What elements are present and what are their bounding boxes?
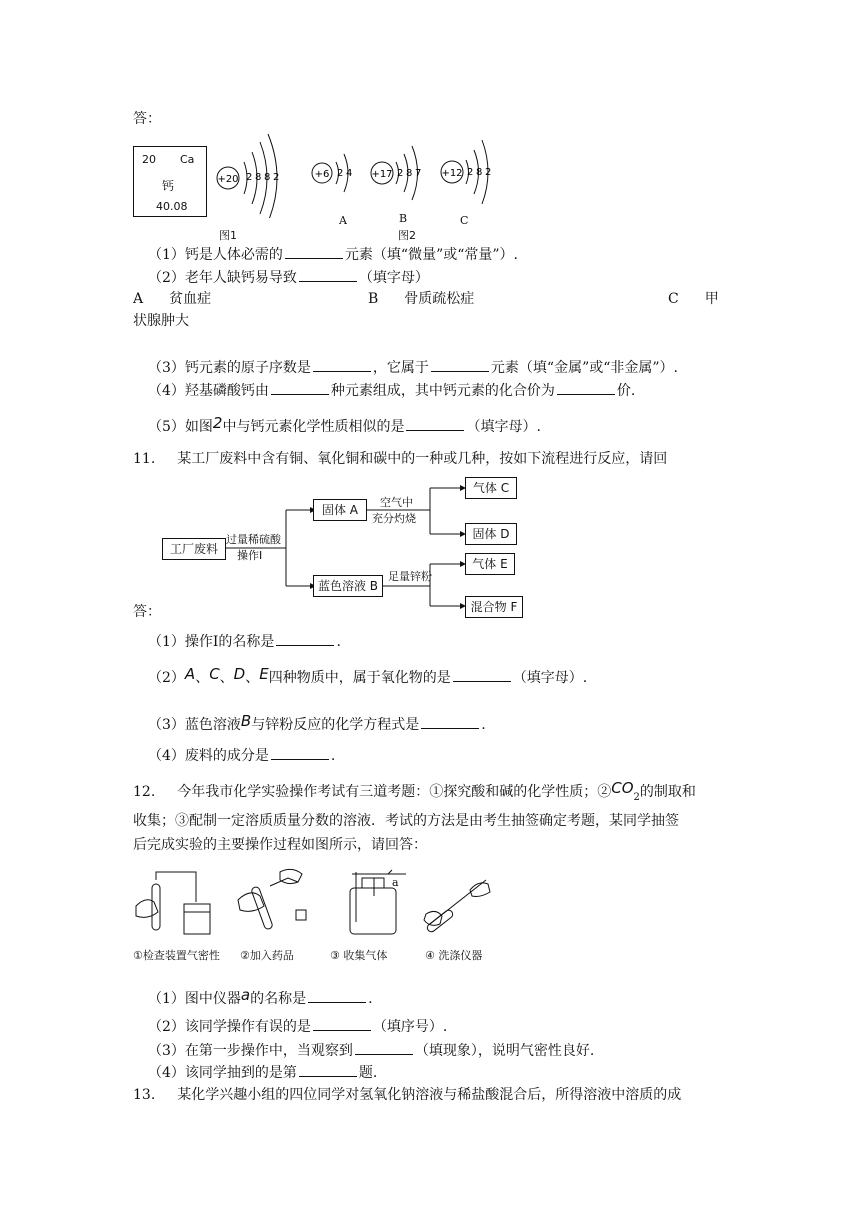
ca-shell-3: 8 [264, 172, 271, 183]
answer-blank[interactable] [557, 380, 615, 395]
blue-solution-b-box: 蓝色溶液 B [313, 575, 383, 597]
ca-shell-2: 8 [255, 172, 262, 183]
answer-blank[interactable] [285, 244, 343, 259]
answer-blank[interactable] [355, 1040, 413, 1055]
q11-sub1: （1）操作Ⅰ的名称是 . [148, 631, 341, 652]
figure-2-caption: 图2 [398, 229, 416, 242]
atomic-mass: 40.08 [156, 200, 188, 213]
atomic-number: 20 [142, 153, 156, 166]
atom-c-nucleus: +12 [441, 168, 463, 179]
ca-shell-1: 2 [246, 172, 253, 183]
ca-shell-4: 2 [273, 172, 280, 183]
element-tile [133, 146, 207, 217]
atom-b-shell-1: 2 [397, 168, 404, 179]
answer-blank[interactable] [421, 714, 479, 729]
atom-b-label: B [399, 212, 408, 225]
answer-blank[interactable] [453, 667, 511, 682]
step1-reagent: 过量稀硫酸 [226, 533, 281, 546]
atom-c-shell-2: 8 [476, 167, 483, 178]
waste-box: 工厂废料 [162, 538, 226, 560]
calcium-atom-diagram [214, 130, 286, 218]
atom-b-diagram [368, 142, 434, 206]
ca-nucleus: +20 [217, 174, 239, 185]
q12-sub1: （1）图中仪器a的名称是 . [148, 986, 373, 1007]
q12-sub3: （3）在第一步操作中，当观察到 （填现象），说明气密性良好. [148, 1040, 594, 1061]
element-symbol: Ca [180, 153, 195, 166]
atom-b-shell-3: 7 [415, 168, 422, 179]
caption-add-reagent: ②加入药品 [240, 949, 294, 962]
answer-blank[interactable] [271, 380, 329, 395]
q12-stem-line2: 收集；③配制一定溶质质量分数的溶液．考试的方法是由考生抽签确定考题，某同学抽签 [133, 813, 679, 829]
atom-a-shell-1: 2 [337, 168, 344, 179]
burn-label: 充分灼烧 [372, 512, 416, 525]
gas-e-box: 气体 E [465, 553, 515, 575]
q10-option-c: C 甲 [668, 291, 719, 307]
answer-blank[interactable] [431, 357, 489, 372]
answer-blank[interactable] [271, 745, 329, 760]
q10-option-b: B 骨质疏松症 [368, 291, 475, 307]
q10-sub4: （4）羟基磷酸钙由 种元素组成，其中钙元素的化合价为 价. [148, 380, 635, 401]
atom-a-diagram [308, 142, 360, 206]
q12-stem-line1: 12. 今年我市化学实验操作考试有三道考题：①探究酸和碱的化学性质；$②CO_2$的制取和 [133, 779, 696, 803]
answer-blank[interactable] [299, 1062, 357, 1077]
answer-blank[interactable] [299, 267, 357, 282]
atom-c-diagram [438, 136, 504, 208]
q11-sub3: （3）蓝色溶液B与锌粉反应的化学方程式是 . [148, 712, 486, 733]
q10-option-a: A 贫血症 [133, 291, 212, 307]
q12-sub2: （2）该同学操作有误的是 （填序号）. [148, 1016, 447, 1037]
q10-sub1: （1）钙是人体必需的 元素（填“微量”或“常量”）. [148, 244, 518, 265]
element-name: 钙 [162, 179, 175, 193]
zinc-label: 足量锌粉 [388, 570, 432, 583]
caption-check-airtightness: ①检查装置气密性 [133, 949, 220, 962]
mixture-f-box: 混合物 F [465, 596, 523, 618]
q11-answer-label: 答： [133, 604, 161, 620]
atom-a-nucleus: +6 [314, 169, 330, 180]
solid-d-box: 固体 D [465, 523, 517, 545]
q12-stem-line3: 后完成实验的主要操作过程如图所示，请回答： [133, 837, 427, 853]
q10-sub2: （2）老年人缺钙易导致 （填字母） [148, 267, 429, 288]
atom-a-shell-2: 4 [346, 168, 353, 179]
caption-wash-instrument: ④ 洗涤仪器 [425, 949, 483, 962]
q13-stem: 13. 某化学兴趣小组的四位同学对氢氧化钠溶液与稀盐酸混合后，所得溶液中溶质的成 [133, 1087, 682, 1103]
caption-collect-gas: ③ 收集气体 [330, 949, 388, 962]
q11-sub2: （2）A、C、D、E四种物质中，属于氧化物的是 （填字母）. [148, 665, 588, 686]
atom-b-nucleus: +17 [371, 169, 393, 180]
solid-a-box: 固体 A [313, 499, 367, 521]
atom-c-shell-1: 2 [467, 167, 474, 178]
q10-option-c-cont: 状腺肿大 [133, 313, 189, 329]
q10-sub5: （5）如图2中与钙元素化学性质相似的是 （填字母）. [148, 414, 541, 435]
air-label: 空气中 [380, 496, 413, 509]
q10-sub3: （3）钙元素的原子序数是 ，它属于 元素（填“金属”或“非金属”）. [148, 357, 678, 378]
answer-blank[interactable] [313, 357, 371, 372]
atom-c-shell-3: 2 [485, 167, 492, 178]
atom-a-label: A [339, 214, 347, 227]
q12-sub4: （4）该同学抽到的是第 题. [148, 1062, 377, 1083]
answer-blank[interactable] [308, 988, 366, 1003]
answer-label: 答： [133, 111, 161, 127]
q11-sub4: （4）废料的成分是 . [148, 745, 335, 766]
q11-stem: 11. 某工厂废料中含有铜、氧化铜和碳中的一种或几种，按如下流程进行反应，请回 [133, 451, 668, 467]
gas-c-box: 气体 C [465, 477, 517, 499]
instrument-a-label: a [392, 876, 399, 889]
step1-operation: 操作Ⅰ [237, 549, 263, 562]
atom-b-shell-2: 8 [406, 168, 413, 179]
lab-operations-illustration [130, 866, 500, 944]
answer-blank[interactable] [313, 1016, 371, 1031]
figure-1-caption: 图1 [219, 229, 237, 242]
answer-blank[interactable] [276, 631, 334, 646]
atom-c-label: C [460, 214, 469, 227]
answer-blank[interactable] [406, 416, 464, 431]
